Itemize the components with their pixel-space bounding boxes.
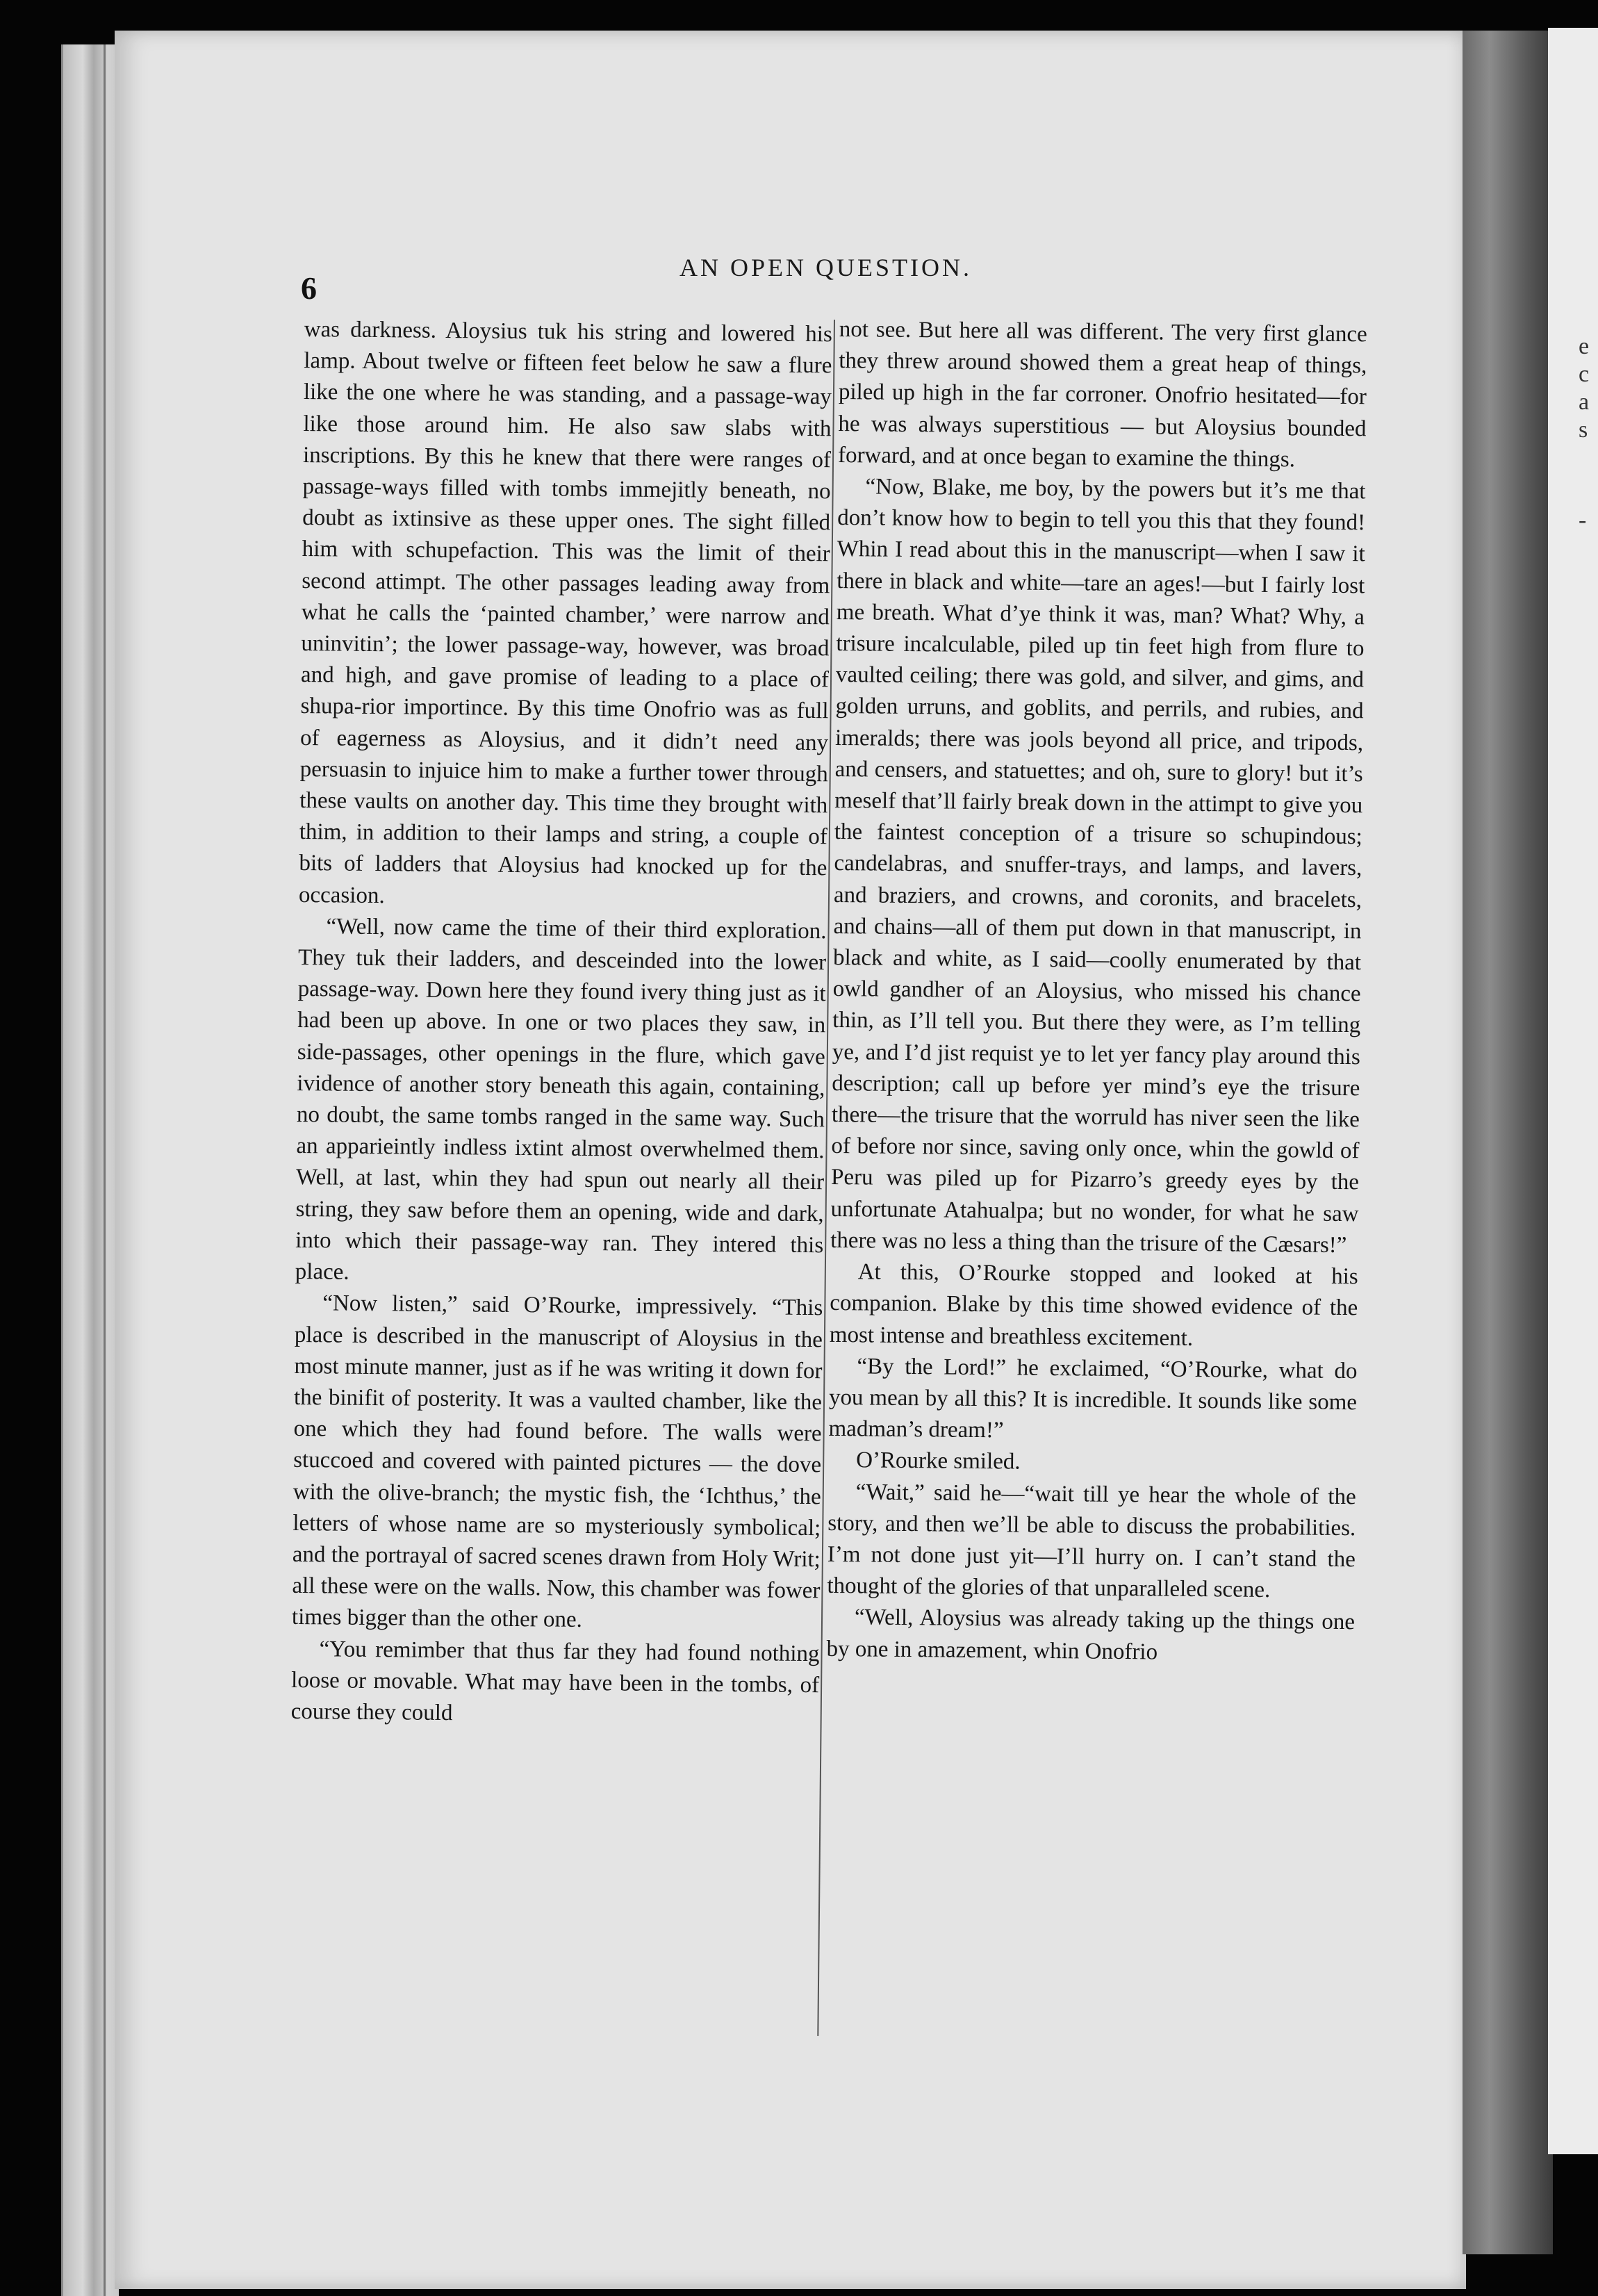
left-column bbox=[290, 314, 832, 1732]
paragraph: “You remimber that thus far they had found nothing loose or movable. What may have been in the tombs, of course they could bbox=[290, 1636, 820, 1726]
paragraph: not see. But here all was different. The very first glance they threw around showed them a great heap of things, piled up high in the far corroner. Onofrio hesitated—for he was always superstitious — but Aloysius bounded forward, and at once began to examine the things. bbox=[837, 316, 1367, 473]
paragraph: “Well, Aloysius was already taking up the things one by one in amazement, whin Onofrio bbox=[826, 1605, 1356, 1665]
paragraph: “By the Lord!” he exclaimed, “O’Rourke, what do you mean by all this? It is incredible. It sounds like some madman’s dream!” bbox=[828, 1354, 1358, 1443]
running-title: AN OPEN QUESTION. bbox=[679, 254, 972, 281]
page-gutter-shadow bbox=[1463, 31, 1553, 2254]
paragraph: was darkness. Aloysius tuk his string and lowered his lamp. About twelve or fifteen feet below he saw a flure like the one where he was standing, and a passage-way like those around him. He also saw slabs with inscriptions. By this he knew that there were ranges of passage-ways filled with tombs immejitly beneath, no doubt as ixtinsive as these upper ones. The sight filled him with schupefaction. This was the limit of their second attimpt. The other passages leading away from what he calls the ‘painted chamber,’ were narrow and uninvitin’; the lower passage-way, however, was broad and high, and gave promise of leading to a place of shupa-rior importince. By this time Onofrio was as full of eagerness as Aloysius, and it didn’t need any persuasin to injuice him to make a further tower through these vaults on another day. This time they brought with thim, in addition to their lamps and string, a couple of bits of ladders that Aloysius had knocked up for the occasion. bbox=[298, 316, 832, 908]
paragraph: “Well, now came the time of their third exploration. They tuk their ladders, and desceinded into the lower passage-way. Down here they found ivery thing just as it had been up above. In one or two places they saw, in side-passages, other openings in the flure, which gave ividence of another story beneath this again, containing, no doubt, the same tombs ranged in the same way. Such an apparieintly indless ixtint almost overwhelmed them. Well, at last, whin they had spun out nearly all their string, they saw before them an opening, wide and dark, into which their passage-way ran. They intered this place. bbox=[295, 914, 827, 1285]
page-number: 6 bbox=[301, 270, 317, 306]
book-binding-edge bbox=[61, 44, 119, 2296]
paragraph: O’Rourke smiled. bbox=[855, 1448, 1021, 1475]
paragraph: “Wait,” said he—“wait till ye hear the whole of the story, and then we’ll be able to discuss the probabilities. I’m not done just yit—I’ll hurry on. I can’t stand the thought of the glories of that unparalleled scene. bbox=[827, 1479, 1356, 1603]
right-column bbox=[826, 314, 1367, 1670]
paragraph: “Now, Blake, me boy, by the powers but it’s me that don’t know how to begin to tell you this that they found! Whin I read about this in the manuscript—when I saw it there in black and white—tare an ages!—but I fairly lost me breath. What d’ye think it was, man? What? Why, a trisure incalculable, piled up tin feet high from flure to vaulted ceiling; there was gold, and silver, and gims, and golden urruns, and goblits, and perrils, and rubies, and imeralds; there was jools beyond all price, and tripods, and censers, and statuettes; and oh, sure to glory! but it’s meself that’ll fairly break down in the attimpt to give you the faintest conception of a trisure so schupindous; candelabras, and snuffer-trays, and lamps, and lavers, and braziers, and crowns, and coronits, and bracelets, and chains—all of them put down in that manuscript, in black and white, as I said—coolly enumerated by that owld gandher of an Aloysius, who missed his chance thin, as I’ll tell you. But there they were, as I’m telling ye, and I’d jist requist ye to let yer fancy play around this description; call up before yer mind’s eye the trisure there—the trisure that the worruld has niver seen the like of before nor since, saving only once, whin the gowld of Peru was piled up for Pizarro’s greedy eyes by the unfortunate Atahualpa; but no wonder, for what he saw there was no less a thing than the trisure of the Cæsars!” bbox=[830, 474, 1366, 1258]
paragraph: “Now listen,” said O’Rourke, impressively. “This place is described in the manuscript of Aloysius in the most minute manner, just as if he was writing it down for the binifit of posterity. It was a vaulted chamber, like the one which they had found before. The walls were stuccoed and covered with painted pictures — the dove with the olive-branch; the mystic fish, the ‘Ichthus,’ the letters of whose name are so mysteriously symbolical; and the portrayal of sacred scenes drawn from Holy Writ; all these were on the walls. Now, this chamber was fower times bigger than the other one. bbox=[291, 1290, 823, 1633]
facing-page-edge: e c a s - bbox=[1548, 28, 1598, 2154]
paragraph: At this, O’Rourke stopped and looked at his companion. Blake by this time showed evidence of the most intense and breathless excitement. bbox=[829, 1259, 1358, 1351]
